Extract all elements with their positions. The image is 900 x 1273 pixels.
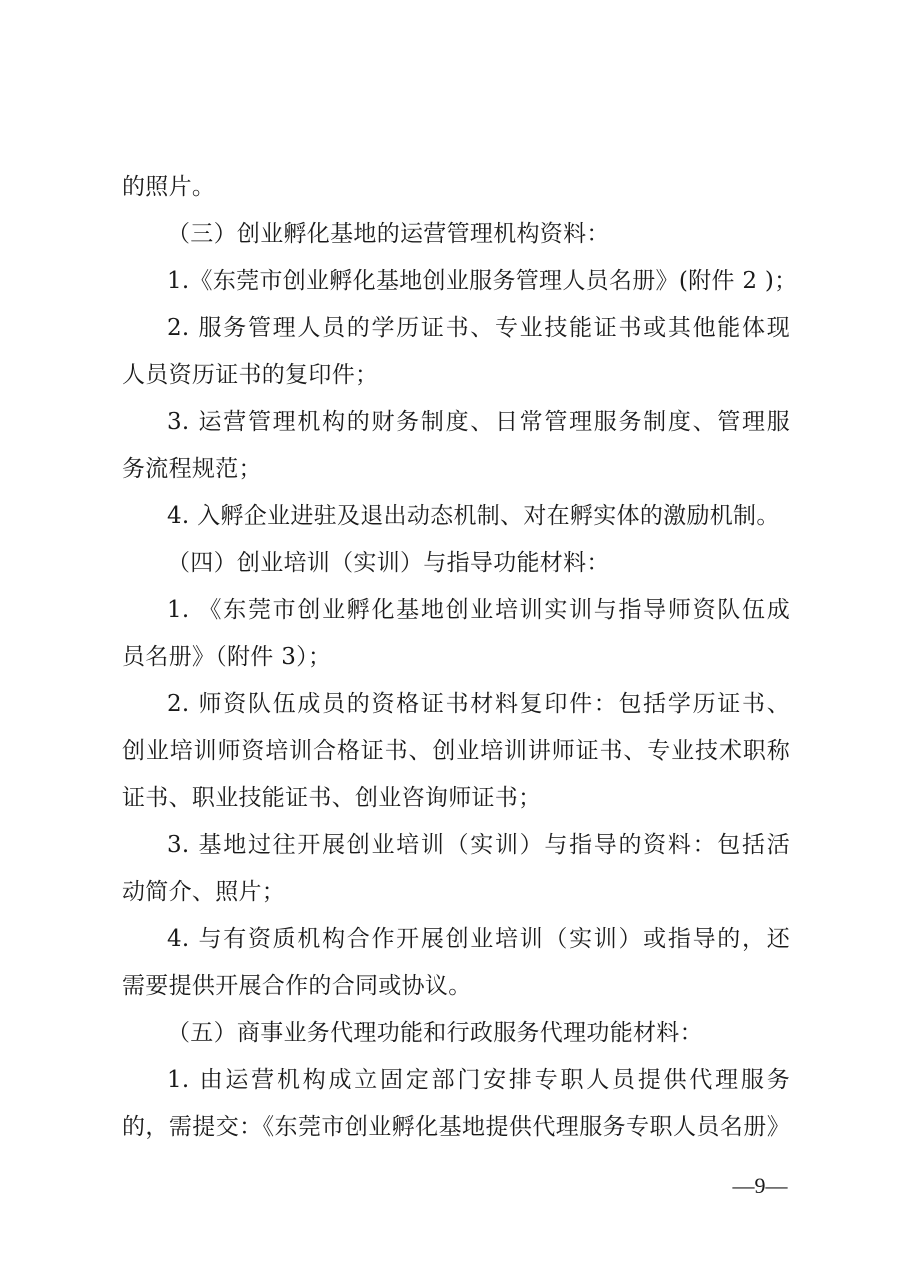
- text-line: 1.《东莞市创业孵化基地创业服务管理人员名册》(附件 2 )；: [167, 268, 798, 294]
- text-line: 人员资历证书的复印件；: [122, 362, 379, 388]
- text-line: 需要提供开展合作的合同或协议。: [122, 973, 472, 999]
- text-line: 创业培训师资培训合格证书、创业培训讲师证书、专业技术职称: [122, 738, 790, 764]
- text-line: 员名册》（附件 3）；: [122, 644, 332, 670]
- section-heading: （三）创业孵化基地的运营管理机构资料：: [167, 221, 610, 247]
- text-line: 3. 运营管理机构的财务制度、日常管理服务制度、管理服: [167, 409, 790, 435]
- text-line: 务流程规范；: [122, 456, 262, 482]
- text-line: 的，需提交：《东莞市创业孵化基地提供代理服务专职人员名册》: [122, 1114, 790, 1140]
- page-number: —9—: [732, 1173, 788, 1198]
- section-heading: （五）商事业务代理功能和行政服务代理功能材料：: [167, 1020, 703, 1046]
- text-line: 4. 与有资质机构合作开展创业培训（实训）或指导的，还: [167, 926, 790, 952]
- text-line: 4. 入孵企业进驻及退出动态机制、对在孵实体的激励机制。: [167, 503, 780, 529]
- text-line: 1. 《东莞市创业孵化基地创业培训实训与指导师资队伍成: [167, 597, 790, 623]
- text-line: 1. 由运营机构成立固定部门安排专职人员提供代理服务: [167, 1067, 790, 1093]
- text-line: 动简介、照片；: [122, 879, 286, 905]
- section-heading: （四）创业培训（实训）与指导功能材料：: [167, 550, 610, 576]
- text-line: 3. 基地过往开展创业培训（实训）与指导的资料：包括活: [167, 832, 790, 858]
- text-line: 2. 服务管理人员的学历证书、专业技能证书或其他能体现: [167, 315, 790, 341]
- text-line: 的照片。: [122, 174, 216, 200]
- text-line: 2. 师资队伍成员的资格证书材料复印件：包括学历证书、: [167, 691, 790, 717]
- text-line: 证书、职业技能证书、创业咨询师证书；: [122, 785, 542, 811]
